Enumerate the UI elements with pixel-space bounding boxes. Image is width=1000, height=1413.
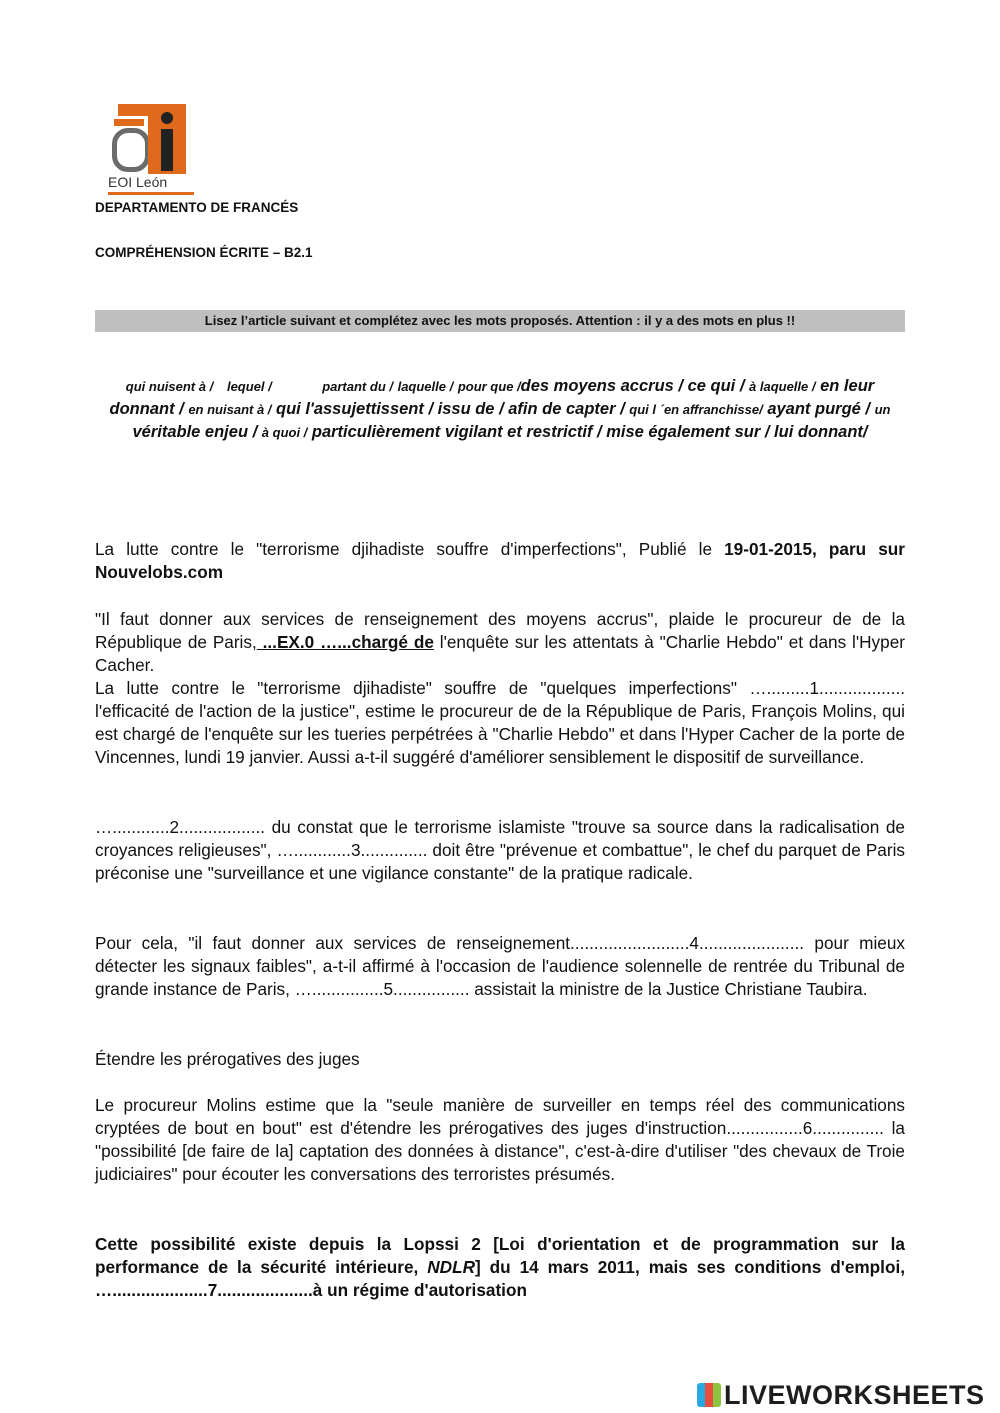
example-answer: ...EX.0 …...chargé de	[256, 632, 434, 652]
logo-letter-i-stem	[161, 129, 173, 171]
article-paragraph-5: Le procureur Molins estime que la "seule manière de surveiller en temps réel des communications cryptées de bout en bout" est d'étendre les prérogatives des juges d'instruction................6............... la "possibilité [de faire de la] captation des données à distance", c'est-à-dire d'utiliser "des chevaux de Troie judiciaires" pour écouter les conversations des terroristes présumés.	[95, 1095, 905, 1184]
liveworksheets-brand	[697, 1380, 997, 1410]
wordbank-item: en nuisant à /	[188, 402, 272, 417]
instructions-banner: Lisez l’article suivant et complétez avec les mots proposés. Attention : il y a des mots en plus !!	[95, 310, 905, 332]
article-paragraph-4: Pour cela, "il faut donner aux services de renseignement.........................4...................... pour mieux détecter les signaux faibles", a-t-il affirmé à l'occasion de l'audience solennelle de rentrée du Tribunal de grande instance de Paris, …...............5................ assistait la ministre de la Justice Christiane Taubira.	[95, 933, 905, 999]
wordbank-item: à laquelle /	[749, 379, 816, 394]
article-paragraph-3: …............2.................. du constat que le terrorisme islamiste "trouve sa source dans la radicalisation de croyances religieuses", …............3.............. doit être "prévenue et combattue", le chef du parquet de Paris préconise une "surveillance et une vigilance constante" de la pratique radicale.	[95, 817, 905, 883]
article-title	[95, 538, 905, 584]
article-title-text: La lutte contre le "terrorisme djihadiste souffre d'imperfections", Publié le	[95, 539, 725, 559]
department-heading: DEPARTAMENTO DE FRANCÉS	[95, 200, 299, 215]
wordbank-item: à quoi /	[261, 425, 308, 440]
article-date-source: 19-01-2015, paru sur Nouvelobs.com	[95, 539, 905, 582]
article-paragraph-2: La lutte contre le "terrorisme djihadiste" souffre de "quelques imperfections" ….........1.................. l'efficacité de l'action de la justice", estime le procureur de de la République de Paris, François Molins, qui est chargé de l'enquête sur les tueries perpétrées à "Charlie Hebdo" et dans l'Hyper Cacher de la porte de Vincennes, lundi 19 janvier. Aussi a-t-il suggéré d'améliorer sensiblement le dispositif de surveillance.	[95, 678, 905, 767]
paragraph-1-start: "Il faut donner aux services de renseignement des moyens accrus", plaide le procureur de de la République de Paris,	[95, 609, 905, 652]
wordbank-item: ayant purgé /	[767, 400, 871, 418]
article-paragraph-1	[95, 608, 905, 677]
wordbank-item: partant du /	[322, 379, 393, 394]
logo-letter-i-dot	[161, 112, 173, 124]
paragraph-6-ndlr: NDLR	[427, 1257, 475, 1277]
wordbank-item: pour que /	[457, 379, 521, 394]
liveworksheets-text: LIVEWORKSHEETS	[724, 1380, 985, 1410]
paragraph-6-start: Cette possibilité existe depuis la Lopssi 2 [Loi d'orientation et de programmation sur la performance de la sécurité intérieure,	[95, 1234, 905, 1277]
wordbank-item: des moyens accrus / ce qui /	[520, 377, 745, 395]
wordbank-item: un	[874, 402, 891, 417]
article-paragraph-6	[95, 1233, 905, 1302]
paragraph-1-end: l'enquête sur les attentats à "Charlie Hebdo" et dans l'Hyper Cacher.	[95, 632, 905, 675]
liveworksheets-icon	[697, 1383, 721, 1407]
wordbank-item: véritable enjeu /	[132, 423, 258, 441]
word-bank	[95, 375, 905, 444]
wordbank-item: qui l'assujettissent / issu de / afin de capter /	[276, 400, 625, 418]
paragraph-6-end: ] du 14 mars 2011, mais ses conditions d'emploi, …....................7....................à un régime d'autorisation	[95, 1257, 906, 1300]
wordbank-item: laquelle /	[397, 379, 454, 394]
logo-text: EOI León	[108, 174, 194, 195]
logo-bar-mid	[114, 119, 144, 126]
article-subheading: Étendre les prérogatives des juges	[95, 1049, 360, 1069]
eoi-leon-logo	[108, 104, 194, 192]
wordbank-item: en leur donnant /	[109, 377, 875, 418]
wordbank-item: particulièrement vigilant et restrictif / mise également sur / lui donnant/	[311, 423, 868, 441]
wordbank-item: qui nuisent à /	[125, 379, 214, 394]
wordbank-item: qui l ´en affranchisse/	[629, 402, 763, 417]
exercise-heading: COMPRÉHENSION ÉCRITE – B2.1	[95, 245, 313, 260]
logo-letter-o	[112, 128, 150, 172]
wordbank-item: lequel /	[226, 379, 272, 394]
